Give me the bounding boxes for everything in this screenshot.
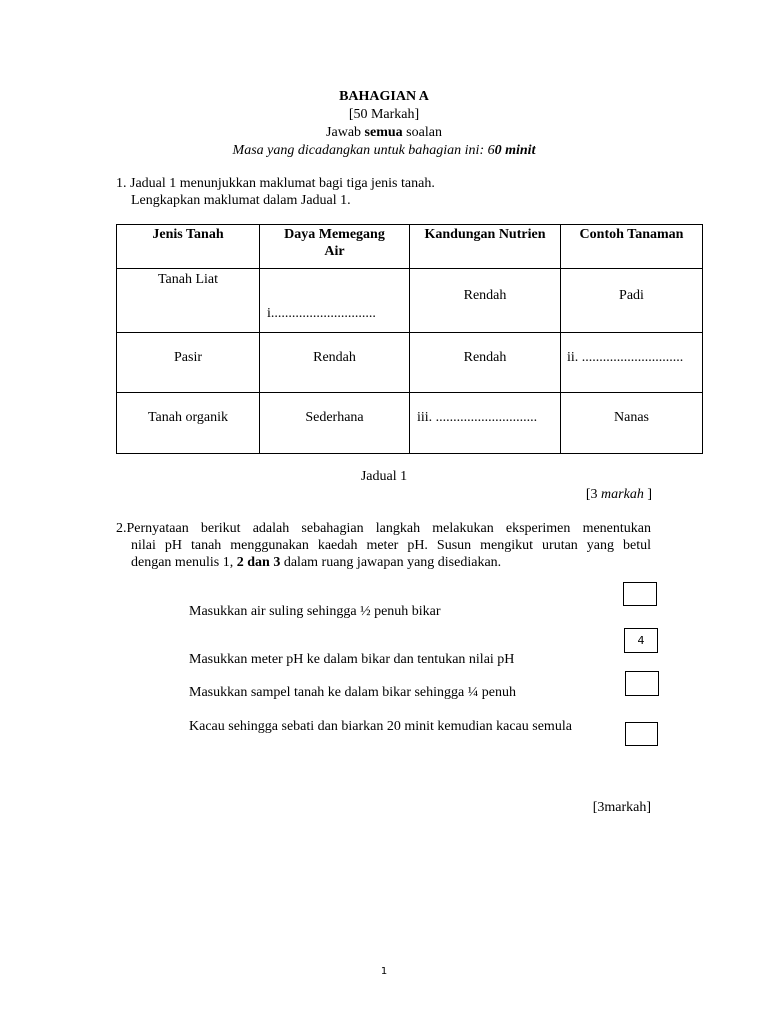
step-answer-box[interactable] <box>625 671 659 696</box>
header-cell: Kandungan Nutrien <box>410 225 561 269</box>
table-cell: Pasir <box>117 333 260 393</box>
table-caption: Jadual 1 <box>360 469 408 484</box>
table-row <box>117 333 703 393</box>
q2-line-3: dengan menulis 1, 2 dan 3 dalam ruang jawapan yang disediakan. <box>131 555 502 570</box>
q2-question-text <box>116 520 651 571</box>
step-statement: Masukkan meter pH ke dalam bikar dan tentukan nilai pH <box>189 652 515 667</box>
answer-instruction: Jawab semua soalan <box>326 125 442 140</box>
page-number: 1 <box>380 966 388 977</box>
q1-marks: [3 markah ] <box>585 487 652 502</box>
q2-marks: [3markah] <box>592 800 651 815</box>
table-header-row <box>117 225 703 269</box>
section-title: BAHAGIAN A <box>339 89 429 104</box>
answer-blank-i[interactable]: i.............................. <box>260 269 410 333</box>
section-marks: [50 Markah] <box>348 107 420 122</box>
table-cell: Rendah <box>260 333 410 393</box>
header-cell: Daya Memegang Air <box>260 225 410 269</box>
q1-line-2: Lengkapkan maklumat dalam Jadual 1. <box>131 193 351 208</box>
table-row <box>117 269 703 333</box>
q1-line-1: 1. Jadual 1 menunjukkan maklumat bagi tiga jenis tanah. <box>116 176 435 191</box>
answer-blank-iii[interactable]: iii. ............................. <box>410 393 561 454</box>
header-cell: Contoh Tanaman <box>561 225 703 269</box>
step-statement: Masukkan sampel tanah ke dalam bikar sehingga ¼ penuh <box>189 685 516 700</box>
table-cell: Tanah Liat <box>117 269 260 333</box>
step-answer-box[interactable] <box>625 722 658 746</box>
table-row <box>117 393 703 454</box>
suggested-time: Masa yang dicadangkan untuk bahagian ini: 60 minit <box>232 143 536 158</box>
table-cell: Tanah organik <box>117 393 260 454</box>
q2-line-1: 2.Pernyataan berikut adalah sebahagian langkah melakukan eksperimen menentukan <box>116 521 651 536</box>
table-cell: Rendah <box>410 269 561 333</box>
q1-question-text <box>116 175 435 209</box>
step-answer-box[interactable] <box>623 582 657 606</box>
step-statement: Kacau sehingga sebati dan biarkan 20 minit kemudian kacau semula <box>189 719 572 734</box>
table-cell: Padi <box>561 269 703 333</box>
header-cell: Jenis Tanah <box>117 225 260 269</box>
soil-info-table <box>116 224 703 454</box>
answer-blank-ii[interactable]: ii. ............................. <box>561 333 703 393</box>
table-cell: Sederhana <box>260 393 410 454</box>
step-statement: Masukkan air suling sehingga ½ penuh bikar <box>189 604 441 619</box>
q2-line-2: nilai pH tanah menggunakan kaedah meter pH. Susun mengikut urutan yang betul <box>131 538 651 553</box>
table-cell: Nanas <box>561 393 703 454</box>
table-cell: Rendah <box>410 333 561 393</box>
step-answer-box[interactable]: 4 <box>624 628 658 653</box>
section-header <box>0 88 768 160</box>
